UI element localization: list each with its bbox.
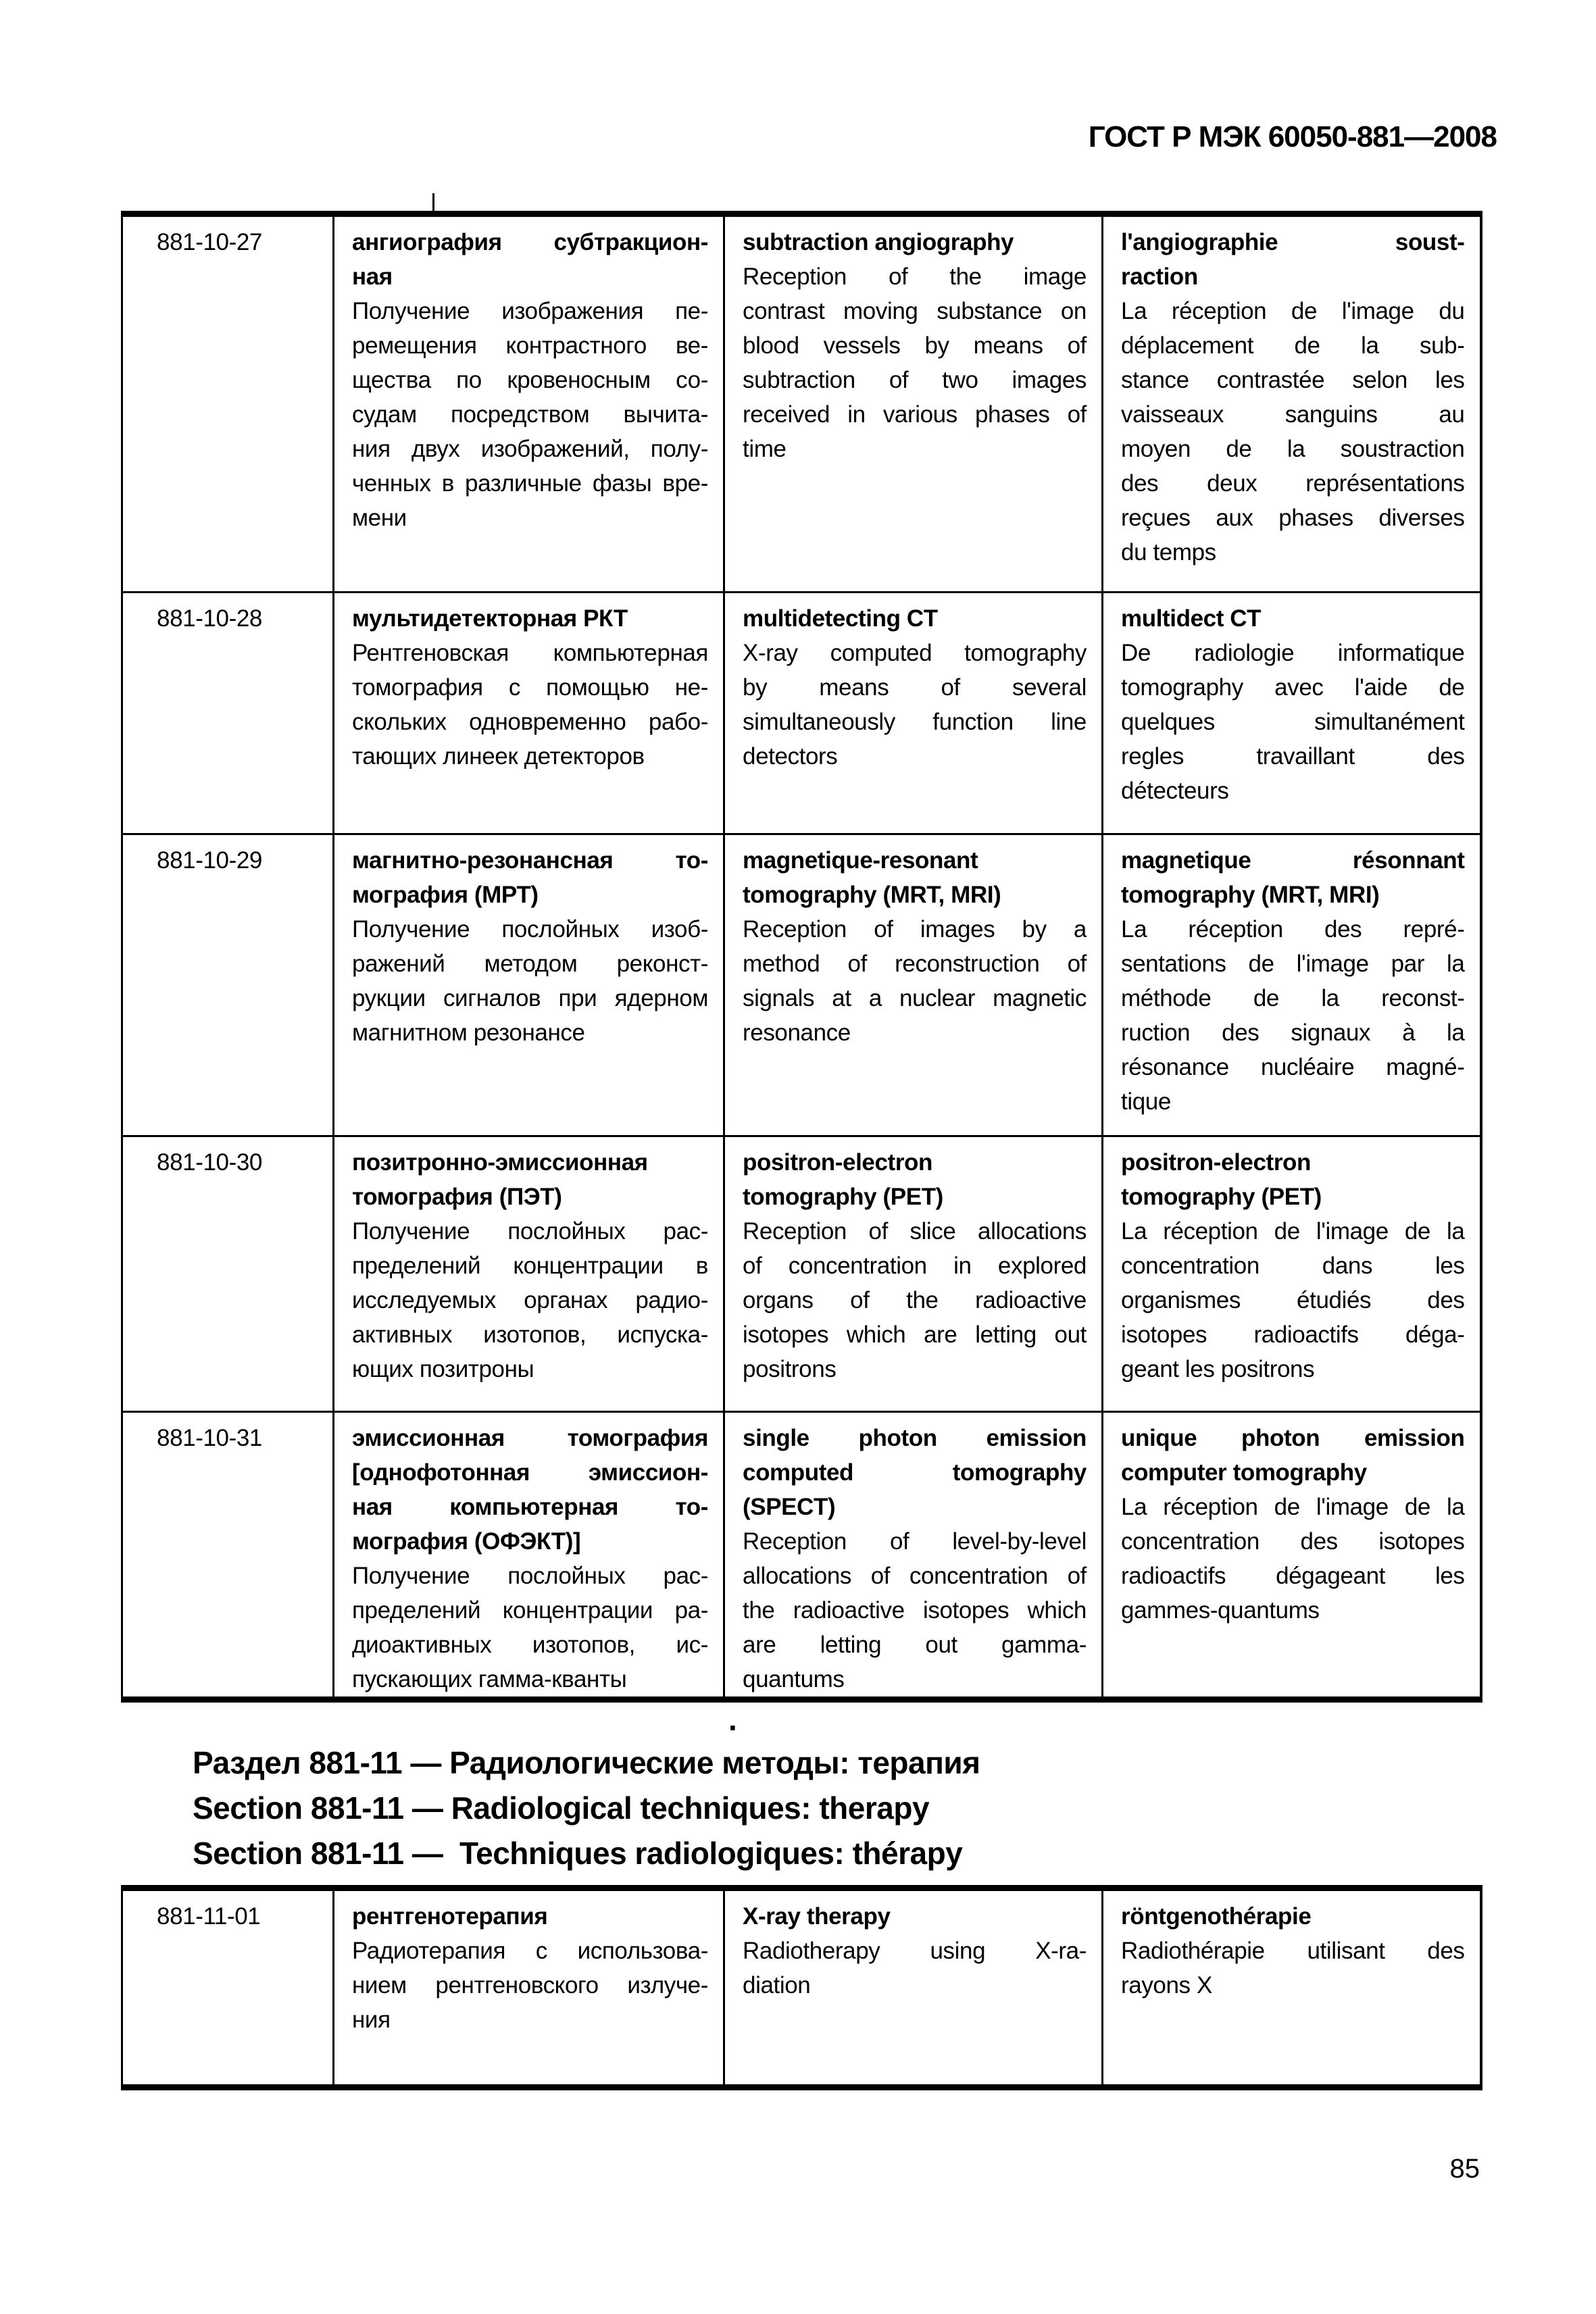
definition-fr	[1121, 636, 1465, 808]
text-line: positrons	[743, 1356, 837, 1382]
term-en	[743, 1899, 1087, 1934]
text-line: method of reconstruction of	[743, 951, 1087, 977]
text-line: La réception de l'image de la	[1121, 1218, 1465, 1244]
term-cell-fr	[1103, 214, 1481, 593]
definition-ru	[352, 1559, 708, 1696]
term-ru	[352, 225, 708, 294]
text-line: томография с помощью не-	[352, 674, 708, 701]
scan-artifact-dot: .	[728, 1702, 737, 1737]
text-line: subtraction of two images	[743, 367, 1087, 393]
text-line: [однофотонная эмиссион-	[352, 1459, 708, 1486]
definition-fr	[1121, 1934, 1465, 2003]
text-line: мография (ОФЭКТ)]	[352, 1528, 581, 1555]
text-line: томография (ПЭТ)	[352, 1184, 562, 1210]
text-line: La réception des repré-	[1121, 916, 1465, 942]
definition-ru	[352, 912, 708, 1050]
text-line: (SPECT)	[743, 1494, 836, 1520]
term-number-cell	[122, 1888, 334, 2088]
section-heading-en: Section 881-11 — Radiological techniques: therapy	[193, 1790, 930, 1826]
table-row	[122, 1412, 1481, 1700]
text-line: multidetecting CT	[743, 605, 938, 632]
term-number-cell	[122, 834, 334, 1136]
text-line: blood vessels by means of	[743, 332, 1087, 359]
table-row	[122, 834, 1481, 1136]
term-number: 881-10-30	[157, 1149, 262, 1176]
text-line: detectors	[743, 743, 838, 770]
text-line: эмиссионная томография	[352, 1425, 708, 1451]
term-en	[743, 1145, 1087, 1214]
text-line: geant les positrons	[1121, 1356, 1315, 1382]
text-line: the radioactive isotopes which	[743, 1597, 1087, 1624]
text-line: magnetique-resonant	[743, 847, 978, 874]
terminology-table-body	[122, 214, 1481, 1700]
term-number: 881-10-27	[157, 229, 262, 255]
text-line: of concentration in explored	[743, 1253, 1087, 1279]
terminology-table-radiological-therapy	[121, 1885, 1482, 2090]
term-en	[743, 843, 1087, 912]
term-fr	[1121, 1421, 1465, 1490]
table-row	[122, 214, 1481, 593]
term-cell-en	[724, 1136, 1103, 1412]
term-cell-en	[724, 1412, 1103, 1700]
text-line: магнитном резонансе	[352, 1020, 585, 1046]
text-line: щества по кровеносным со-	[352, 367, 708, 393]
definition-en	[743, 259, 1087, 466]
text-line: tomography (PET)	[1121, 1184, 1322, 1210]
definition-en	[743, 636, 1087, 774]
text-line: regles travaillant des	[1121, 743, 1465, 770]
text-line: by means of several	[743, 674, 1087, 701]
text-line: concentration des isotopes	[1121, 1528, 1465, 1555]
definition-fr	[1121, 294, 1465, 570]
text-line: radioactifs dégageant les	[1121, 1563, 1465, 1589]
text-line: isotopes which are letting out	[743, 1322, 1087, 1348]
text-line: мени	[352, 505, 407, 531]
term-fr	[1121, 843, 1465, 912]
term-ru	[352, 1421, 708, 1559]
text-line: computed tomography	[743, 1459, 1087, 1486]
text-line: are letting out gamma-	[743, 1632, 1087, 1658]
text-line: reçues aux phases diverses	[1121, 505, 1465, 531]
text-line: diation	[743, 1972, 811, 1998]
text-line: l'angiographie soust-	[1121, 229, 1465, 255]
text-line: magnetique résonnant	[1121, 847, 1465, 874]
text-line: concentration dans les	[1121, 1253, 1465, 1279]
text-line: moyen de la soustraction	[1121, 436, 1465, 462]
term-number-cell	[122, 1136, 334, 1412]
text-line: Получение послойных рас-	[352, 1218, 708, 1244]
table-row	[122, 1136, 1481, 1412]
text-line: quantums	[743, 1666, 845, 1692]
definition-fr	[1121, 912, 1465, 1119]
text-line: Reception of level-by-level	[743, 1528, 1087, 1555]
scan-artifact-tick	[432, 193, 434, 211]
term-ru	[352, 1899, 708, 1934]
table-row	[122, 1888, 1481, 2088]
definition-ru	[352, 636, 708, 774]
text-line: диоактивных изотопов, ис-	[352, 1632, 708, 1658]
term-cell-en	[724, 214, 1103, 593]
terminology-table-body	[122, 1888, 1481, 2088]
text-line: Reception of images by a	[743, 916, 1087, 942]
text-line: магнитно-резонансная то-	[352, 847, 708, 874]
terminology-table-radiological-diagnostics	[121, 211, 1482, 1703]
text-line: simultaneously function line	[743, 709, 1087, 735]
text-line: quelques simultanément	[1121, 709, 1465, 735]
definition-fr	[1121, 1490, 1465, 1628]
definition-ru	[352, 1214, 708, 1386]
text-line: De radiologie informatique	[1121, 640, 1465, 666]
text-line: computer tomography	[1121, 1459, 1367, 1486]
definition-en	[743, 1524, 1087, 1696]
text-line: détecteurs	[1121, 778, 1229, 804]
term-number: 881-10-31	[157, 1425, 262, 1451]
text-line: multidect CT	[1121, 605, 1262, 632]
text-line: Reception of slice allocations	[743, 1218, 1087, 1244]
text-line: пускающих гамма-кванты	[352, 1666, 627, 1692]
text-line: Получение послойных изоб-	[352, 916, 708, 942]
definition-ru	[352, 1934, 708, 2037]
term-number: 881-11-01	[157, 1903, 261, 1930]
text-line: allocations of concentration of	[743, 1563, 1087, 1589]
text-line: скольких одновременно рабо-	[352, 709, 708, 735]
text-line: röntgenothérapie	[1121, 1903, 1312, 1930]
term-fr	[1121, 225, 1465, 294]
text-line: ражений методом реконст-	[352, 951, 708, 977]
term-cell-ru	[334, 214, 724, 593]
document-header: ГОСТ Р МЭК 60050-881—2008	[1088, 120, 1497, 153]
term-en	[743, 1421, 1087, 1524]
term-number: 881-10-29	[157, 847, 262, 874]
text-line: ная компьютерная то-	[352, 1494, 708, 1520]
text-line: positron-electron	[743, 1149, 932, 1176]
text-line: Radiotherapy using X-ra-	[743, 1938, 1087, 1964]
text-line: ная	[352, 263, 393, 290]
text-line: time	[743, 436, 787, 462]
text-line: рентгенотерапия	[352, 1903, 548, 1930]
text-line: organismes étudiés des	[1121, 1287, 1465, 1313]
term-cell-ru	[334, 1412, 724, 1700]
term-cell-ru	[334, 834, 724, 1136]
text-line: stance contrastée selon les	[1121, 367, 1465, 393]
text-line: судам посредством вычита-	[352, 401, 708, 428]
text-line: des deux représentations	[1121, 470, 1465, 497]
text-line: résonance nucléaire magné-	[1121, 1054, 1465, 1080]
text-line: tomography (MRT, MRI)	[743, 882, 1001, 908]
text-line: Получение изображения пе-	[352, 298, 708, 324]
text-line: X-ray computed tomography	[743, 640, 1087, 666]
term-cell-ru	[334, 1136, 724, 1412]
text-line: позитронно-эмиссионная	[352, 1149, 648, 1176]
text-line: isotopes radioactifs déga-	[1121, 1322, 1465, 1348]
text-line: sentations de l'image par la	[1121, 951, 1465, 977]
section-heading	[193, 1740, 980, 1876]
definition-ru	[352, 294, 708, 535]
text-line: Радиотерапия с использова-	[352, 1938, 708, 1964]
term-cell-fr	[1103, 834, 1481, 1136]
text-line: unique photon emission	[1121, 1425, 1465, 1451]
term-number-cell	[122, 593, 334, 834]
term-ru	[352, 601, 708, 636]
term-cell-en	[724, 1888, 1103, 2088]
text-line: пределений концентрации ра-	[352, 1597, 708, 1624]
term-fr	[1121, 601, 1465, 636]
text-line: ангиография субтракцион-	[352, 229, 708, 255]
text-line: raction	[1121, 263, 1198, 290]
term-number-cell	[122, 1412, 334, 1700]
text-line: tomography (MRT, MRI)	[1121, 882, 1380, 908]
text-line: X-ray therapy	[743, 1903, 891, 1930]
definition-fr	[1121, 1214, 1465, 1386]
text-line: рукции сигналов при ядерном	[352, 985, 708, 1011]
text-line: мография (МРТ)	[352, 882, 539, 908]
definition-en	[743, 1214, 1087, 1386]
text-line: La réception de l'image de la	[1121, 1494, 1465, 1520]
text-line: тающих линеек детекторов	[352, 743, 645, 770]
text-line: ченных в различные фазы вре-	[352, 470, 708, 497]
text-line: ющих позитроны	[352, 1356, 534, 1382]
term-cell-ru	[334, 593, 724, 834]
text-line: исследуемых органах радио-	[352, 1287, 708, 1313]
text-line: received in various phases of	[743, 401, 1087, 428]
text-line: subtraction angiography	[743, 229, 1014, 255]
text-line: single photon emission	[743, 1425, 1087, 1451]
text-line: du temps	[1121, 539, 1216, 565]
term-en	[743, 225, 1087, 259]
term-fr	[1121, 1145, 1465, 1214]
term-fr	[1121, 1899, 1465, 1934]
term-cell-en	[724, 834, 1103, 1136]
term-ru	[352, 1145, 708, 1214]
text-line: Reception of the image	[743, 263, 1087, 290]
text-line: ния	[352, 2007, 391, 2033]
term-cell-en	[724, 593, 1103, 834]
text-line: пределений концентрации в	[352, 1253, 708, 1279]
term-cell-fr	[1103, 593, 1481, 834]
text-line: активных изотопов, испуска-	[352, 1322, 708, 1348]
text-line: La réception de l'image du	[1121, 298, 1465, 324]
section-heading-fr: Section 881-11 — Techniques radiologiques: thérapy	[193, 1836, 963, 1871]
term-number-cell	[122, 214, 334, 593]
text-line: contrast moving substance on	[743, 298, 1087, 324]
text-line: tique	[1121, 1088, 1171, 1115]
text-line: tomography (PET)	[743, 1184, 943, 1210]
term-number: 881-10-28	[157, 605, 262, 632]
term-cell-fr	[1103, 1888, 1481, 2088]
table-row	[122, 593, 1481, 834]
term-cell-fr	[1103, 1136, 1481, 1412]
text-line: signals at a nuclear magnetic	[743, 985, 1087, 1011]
text-line: méthode de la reconst-	[1121, 985, 1465, 1011]
page-number: 85	[1449, 2154, 1480, 2184]
definition-en	[743, 1934, 1087, 2003]
text-line: ния двух изображений, полу-	[352, 436, 708, 462]
text-line: vaisseaux sanguins au	[1121, 401, 1465, 428]
text-line: rayons X	[1121, 1972, 1212, 1998]
text-line: organs of the radioactive	[743, 1287, 1087, 1313]
term-cell-ru	[334, 1888, 724, 2088]
text-line: déplacement de la sub-	[1121, 332, 1465, 359]
text-line: ремещения контрастного ве-	[352, 332, 708, 359]
text-line: tomography avec l'aide de	[1121, 674, 1465, 701]
definition-en	[743, 912, 1087, 1050]
text-line: Получение послойных рас-	[352, 1563, 708, 1589]
term-ru	[352, 843, 708, 912]
term-cell-fr	[1103, 1412, 1481, 1700]
text-line: мультидетекторная РКТ	[352, 605, 628, 632]
text-line: ruction des signaux à la	[1121, 1020, 1465, 1046]
text-line: Radiothérapie utilisant des	[1121, 1938, 1465, 1964]
section-heading-ru: Раздел 881-11 — Радиологические методы: терапия	[193, 1745, 980, 1780]
text-line: resonance	[743, 1020, 851, 1046]
term-en	[743, 601, 1087, 636]
text-line: gammes-quantums	[1121, 1597, 1320, 1624]
text-line: Рентгеновская компьютерная	[352, 640, 708, 666]
text-line: нием рентгеновского излуче-	[352, 1972, 708, 1998]
text-line: positron-electron	[1121, 1149, 1311, 1176]
